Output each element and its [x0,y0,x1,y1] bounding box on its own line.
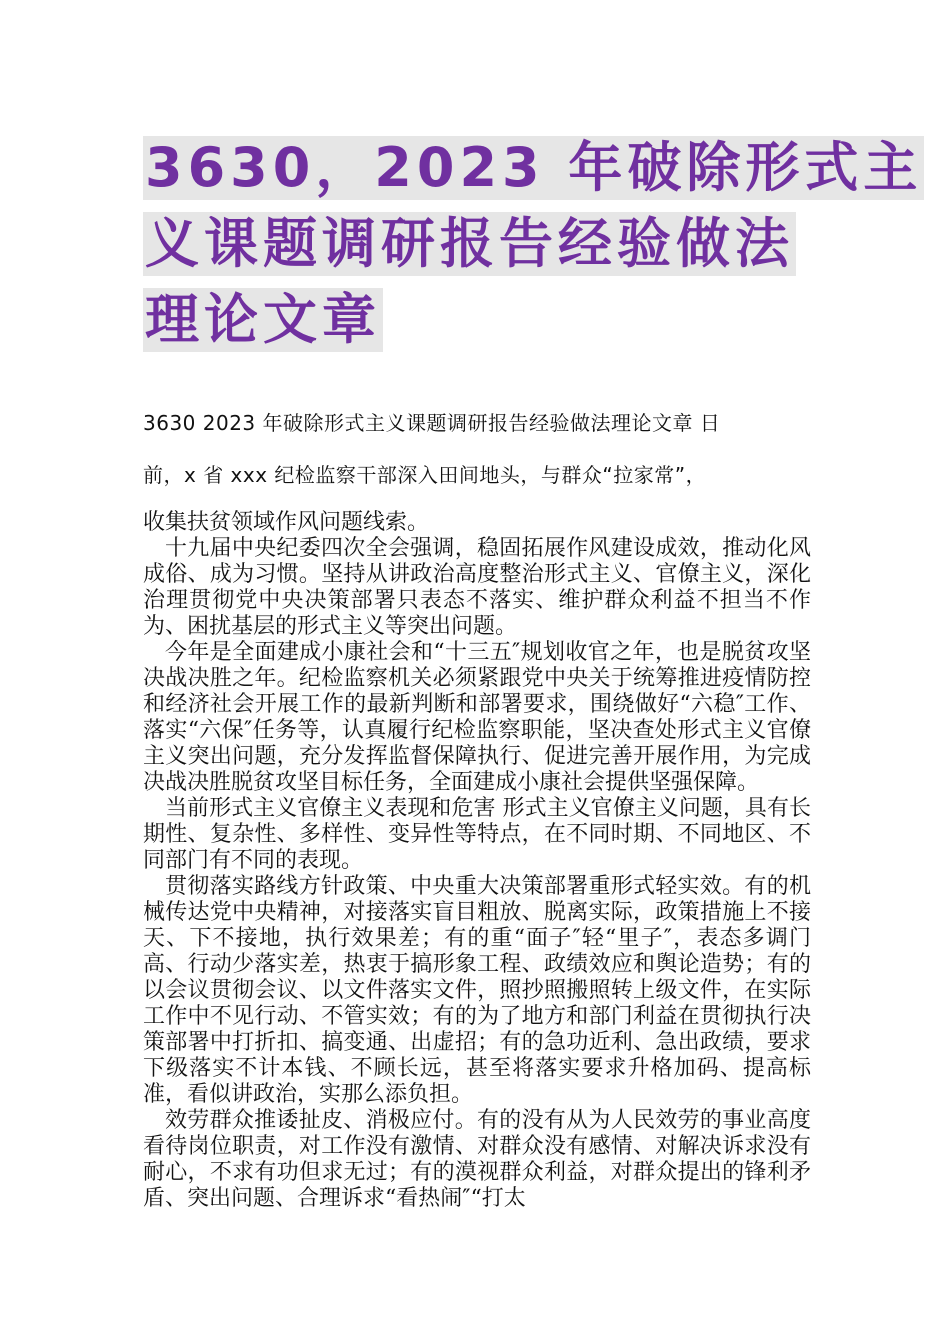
paragraph-1: 收集扶贫领域作风问题线索。 [143,510,430,535]
body-text [143,510,811,1212]
title-line-3: 理论文章 [145,288,381,351]
intro-line-1: 3630 2023 年破除形式主义课题调研报告经验做法理论文章 日 [143,411,721,435]
paragraph-6: 效劳群众推诿扯皮、消极应付。有的没有从为人民效劳的事业高度看待岗位职责，对工作没有激情、对群众没有感情、对解决诉求没有耐心，不求有功但求无过；有的漠视群众利益，对群众提出的锋利矛盾、突出问题、合理诉求“看热闹″“打太 [143,1108,811,1211]
paragraph-5: 贯彻落实路线方针政策、中央重大决策部署重形式轻实效。有的机械传达党中央精神，对接落实盲目粗放、脱离实际，政策措施上不接天、下不接地，执行效果差；有的重“面子″轻“里子″，表态多调门高、行动少落实差，热衷于搞形象工程、政绩效应和舆论造势；有的以会议贯彻会议、以文件落实文件，照抄照搬照转上级文件，在实际工作中不见行动、不管实效；有的为了地方和部门利益在贯彻执行决策部署中打折扣、搞变通、出虚招；有的急功近利、急出政绩，要求下级落实不计本钱、不顾长远，甚至将落实要求升格加码、提高标准，看似讲政治，实那么添负担。 [143,874,811,1107]
title-line-2: 义课题调研报告经验做法 [145,212,794,275]
paragraph-4: 当前形式主义官僚主义表现和危害 形式主义官僚主义问题，具有长期性、复杂性、多样性、变异性等特点，在不同时期、不同地区、不同部门有不同的表现。 [143,796,811,873]
document-title [143,136,923,364]
intro-line-2: 前，x 省 xxx 纪检监察干部深入田间地头，与群众“拉家常”， [143,463,707,487]
paragraph-2: 十九届中央纪委四次全会强调，稳固拓展作风建设成效，推动化风成俗、成为习惯。坚持从讲政治高度整治形式主义、官僚主义，深化治理贯彻党中央决策部署只表态不落实、维护群众利益不担当不作为、困扰基层的形式主义等突出问题。 [143,536,811,639]
paragraph-3: 今年是全面建成小康社会和“十三五″规划收官之年，也是脱贫攻坚决战决胜之年。纪检监察机关必须紧跟党中央关于统筹推进疫情防控和经济社会开展工作的最新判断和部署要求，围绕做好“六稳″工作、落实“六保″任务等，认真履行纪检监察职能，坚决查处形式主义官僚主义突出问题，充分发挥监督保障执行、促进完善开展作用，为完成决战决胜脱贫攻坚目标任务，全面建成小康社会提供坚强保障。 [143,640,811,795]
title-line-1: 3630，2023 年破除形式主 [145,136,923,199]
intro-block [143,408,813,510]
